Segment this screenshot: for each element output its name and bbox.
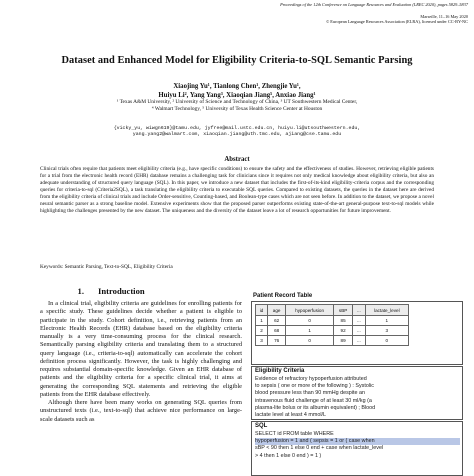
sql-line: sBP < 90 then 1 else 0 end + case when lactate_level bbox=[255, 445, 384, 452]
affiliations bbox=[95, 99, 379, 112]
criteria-line: intravenous fluid challenge of at least 30 ml/kg (a bbox=[255, 397, 372, 404]
criteria-line: plasma-lite bolus or its albumin equivalent) ; Blood bbox=[255, 404, 376, 411]
authors-line-1: Xiaojing Yu¹, Tianlong Chen¹, Zhengjie Yu¹, bbox=[173, 83, 301, 90]
table-row bbox=[256, 326, 409, 336]
patient-record-table bbox=[255, 304, 409, 346]
sql-line: SELECT id FROM table WHERE bbox=[255, 431, 334, 437]
column-header: sBP bbox=[334, 305, 353, 316]
table-cell: 92 bbox=[334, 326, 353, 336]
table-cell: 76 bbox=[268, 336, 286, 346]
table-cell: 3 bbox=[365, 326, 408, 336]
venue-info bbox=[320, 14, 468, 24]
column-header: ... bbox=[353, 305, 366, 316]
emails-line-2: yang.yang2@walmart.com, xiaoqian.jiang@uth.tmc.edu, ajiang@cse.tamu.edu bbox=[132, 132, 342, 138]
table-cell: 89 bbox=[334, 336, 353, 346]
section-title: Introduction bbox=[98, 286, 145, 296]
authors-line-2: Huiyu Li², Yang Yang³, Xiaoqian Jiang⁵, Anxiao Jiang¹ bbox=[158, 92, 316, 99]
table-cell: 2 bbox=[256, 326, 268, 336]
table-cell: 0 bbox=[286, 336, 334, 346]
criteria-line: lactate level at least 4 mmol/L bbox=[255, 412, 327, 419]
sql-box bbox=[251, 421, 463, 476]
table-cell: 3 bbox=[256, 336, 268, 346]
sql-text bbox=[255, 431, 460, 460]
table-cell: 1 bbox=[365, 316, 408, 326]
criteria-line: Evidence of refractory hypoperfusion attributed bbox=[255, 376, 367, 382]
column-header: id bbox=[256, 305, 268, 316]
table-row bbox=[256, 336, 409, 346]
patient-table-box bbox=[251, 301, 463, 365]
criteria-line: blood pressure less than 90 mmHg despite an bbox=[255, 390, 365, 397]
author-list bbox=[100, 82, 374, 100]
section-heading bbox=[40, 286, 240, 296]
section-number: 1. bbox=[77, 286, 84, 296]
table-cell: 68 bbox=[268, 326, 286, 336]
criteria-line: to sepsis ( one or more of the following ) : Systolic bbox=[255, 383, 374, 390]
column-header: lactate_level bbox=[365, 305, 408, 316]
sql-title: SQL bbox=[255, 423, 268, 429]
table-cell: 0 bbox=[286, 316, 334, 326]
affiliation-line-2: ⁴ Walmart Technology, ⁵ University of Texas Health Science Center at Houston bbox=[151, 105, 323, 112]
keywords: Keywords: Semantic Parsing, Text-to-SQL, Eligibility Criteria bbox=[40, 264, 173, 270]
criteria-title: Eligibility Criteria bbox=[255, 368, 305, 374]
abstract-heading: Abstract bbox=[224, 156, 250, 163]
table-cell: 62 bbox=[268, 316, 286, 326]
table-cell: ... bbox=[353, 326, 366, 336]
table-cell: 1 bbox=[256, 316, 268, 326]
figure-example bbox=[249, 293, 467, 474]
author-emails bbox=[95, 126, 379, 139]
table-cell: 0 bbox=[365, 336, 408, 346]
criteria-box bbox=[251, 366, 463, 420]
introduction-text bbox=[40, 300, 242, 424]
emails-line-1: {vicky_yu, wiwgn619}@tamu.edu, jyfree@mail.ustc.edu.cn, huiyu.li@utsouthwestern.edu, bbox=[113, 126, 361, 131]
patient-table-title: Patient Record Table bbox=[253, 293, 313, 299]
affiliation-line-1: ¹ Texas A&M University, ² University of Science and Technology of China, ³ UT Southwestern Medical Center, bbox=[116, 99, 358, 105]
column-header: age bbox=[268, 305, 286, 316]
proceedings-header: Proceedings of the 12th Conference on Language Resources and Evaluation (LREC 2020), pages 5829–5837 bbox=[280, 2, 468, 7]
copyright-line: © European Language Resources Association (ELRA), licensed under CC-BY-NC bbox=[325, 19, 468, 25]
abstract-text: Clinical trials often require that patients meet eligibility criteria (e.g., have specific conditions) to ensure the safety and the effectiveness of studies. However, retrieving eligible patients for a trial from the electronic health record (EHR) database remains a challenging task for clinicians since it requires not only medical knowledge about eligibility criteria, but also an adequate understanding of structured query language (SQL). In this paper, we introduce a new dataset that includes the first-of-its-kind eligibility-criteria corpus and the corresponding queries for criteria-to-sql (Criteria2SQL), a task translating the eligibility criteria to executable SQL queries. Compared to existing datasets, the queries in the dataset here are derived from the eligibility criteria of clinical trials and include Order-sensitive, Counting-based, and Boolean-type cases which are not seen before. In addition to the dataset, we propose a novel neural semantic parser as a strong baseline model. Extensive experiments show that the proposed parser outperforms existing state-of-the-art general-purpose text-to-sql models while highlighting the challenges presented by the new dataset. The uniqueness and the diversity of the dataset leave a lot of research opportunities for future improvement. bbox=[40, 166, 434, 214]
table-row bbox=[256, 316, 409, 326]
table-cell: ... bbox=[353, 336, 366, 346]
intro-paragraph-1: In a clinical trial, eligibility criteria are guidelines for enrolling patients for a specific study. These guidelines decide whether a patient is eligible to participate in the study. Cohort definition, i.e., retrieving patients from an Electronic Health Records (EHR) database based on the eligibility criteria manually is a very time-consuming process for the clinical research. Semantically parsing eligibility criteria and translating them to a structured query language (i.e., criteria-to-sql) automatically can accelerate the cohort definition process significantly. However, the task is highly challenging and requires substantial domain-specific knowledge. Given an EHR database of patients and the eligibility criteria for a specific clinical trial, it aims at generating the corresponding SQL statements and retrieving the eligible patients from the EHR database effectively. bbox=[40, 300, 242, 398]
table-cell: ... bbox=[353, 316, 366, 326]
table-cell: 85 bbox=[334, 316, 353, 326]
table-header-row bbox=[256, 305, 409, 316]
sql-line: hypoperfusion = 1 and ( sepsis = 1 or ( case when bbox=[255, 438, 460, 445]
venue-line: Marseille, 11–16 May 2020 bbox=[420, 14, 468, 19]
paper-title: Dataset and Enhanced Model for Eligibility Criteria-to-SQL Semantic Parsing bbox=[61, 55, 413, 66]
criteria-text bbox=[255, 376, 455, 419]
column-header: hypoperfusion bbox=[286, 305, 334, 316]
table-cell: 1 bbox=[286, 326, 334, 336]
sql-line: > 4 then 1 else 0 end ) = 1 ) bbox=[255, 452, 322, 459]
intro-paragraph-2: Although there have been many works on generating SQL queries from unstructured texts (i.e., text-to-sql) that achieve nice performance on large-scale datasets such as bbox=[40, 399, 242, 423]
